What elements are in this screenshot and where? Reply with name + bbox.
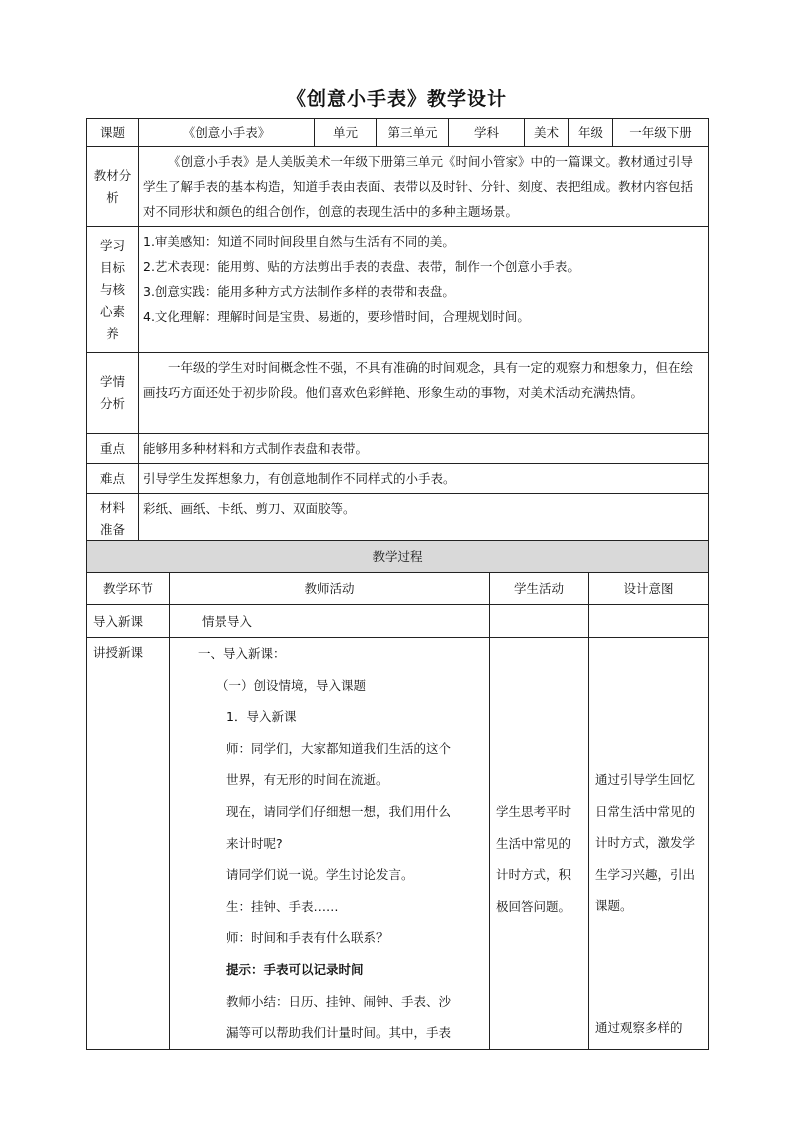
- key-point-row: [87, 434, 709, 464]
- difficulty-label: 难点: [87, 464, 139, 494]
- key-point-label: 重点: [87, 434, 139, 464]
- grade-value: 一年级下册: [613, 119, 709, 147]
- intro-intent: [589, 605, 709, 638]
- teacher-line: 提示：手表可以记录时间: [226, 961, 364, 977]
- column-header-row: [87, 573, 709, 605]
- unit-value: 第三单元: [377, 119, 449, 147]
- teacher-line: 一、导入新课：: [198, 646, 286, 661]
- analysis-text: 《创意小手表》是人美版美术一年级下册第三单元《时间小管家》中的一篇课文。教材通过引导学生了解手表的基本构造，知道手表由表面、表带以及时针、分针、刻度、表把组成。教材内容包括对不同形状和颜色的组合创作，创意的表现生活中的多种主题场景。: [139, 147, 709, 227]
- teacher-line: 漏等可以帮助我们计量时间。其中，手表: [226, 1025, 452, 1041]
- unit-label: 单元: [315, 119, 377, 147]
- materials-text: 彩纸、画纸、卡纸、剪刀、双面胶等。: [139, 494, 709, 544]
- teacher-line: 师：同学们，大家都知道我们生活的这个: [226, 740, 452, 756]
- lesson-info-table: [86, 118, 709, 544]
- students-text: 一年级的学生对时间概念性不强，不具有准确的时间观念，具有一定的观察力和想象力，但在绘画技巧方面还处于初步阶段。他们喜欢色彩鲜艳、形象生动的事物，对美术活动充满热情。: [139, 353, 709, 434]
- difficulty-text: 引导学生发挥想象力，有创意地制作不同样式的小手表。: [139, 464, 709, 494]
- info-row: [87, 119, 709, 147]
- subject-value: 美术: [525, 119, 569, 147]
- col-student: 学生活动: [490, 573, 589, 605]
- objective-item: 4.文化理解：理解时间是宝贵、易逝的，要珍惜时间，合理规划时间。: [143, 309, 530, 324]
- intent-text: 通过引导学生回忆日常生活中常见的计时方式，激发学生学习兴趣，引出课题。: [595, 772, 696, 914]
- intro-row: [87, 605, 709, 638]
- teacher-line: 来计时呢?: [226, 835, 283, 851]
- process-header-row: [87, 541, 709, 573]
- teacher-line: （一）创设情境，导入课题: [216, 677, 367, 693]
- lecture-teacher: [170, 638, 490, 1050]
- objectives-label: 学习目标与核心素养: [87, 227, 139, 353]
- teaching-process-table: [86, 540, 709, 1050]
- students-row: [87, 353, 709, 434]
- intro-teacher: 情景导入: [170, 605, 490, 638]
- lecture-row: [87, 638, 709, 1050]
- intent-text-2: 通过观察多样的: [595, 1020, 683, 1035]
- col-intent: 设计意图: [589, 573, 709, 605]
- teacher-line: 教师小结：日历、挂钟、闹钟、手表、沙: [226, 993, 452, 1009]
- teacher-line: 现在，请同学们仔细想一想，我们用什么: [226, 803, 452, 819]
- col-stage: 教学环节: [87, 573, 170, 605]
- key-point-text: 能够用多种材料和方式制作表盘和表带。: [139, 434, 709, 464]
- teacher-line: 1．导入新课: [226, 709, 297, 725]
- objectives-row: [87, 227, 709, 353]
- analysis-label: 教材分析: [87, 147, 139, 227]
- page-title: 《创意小手表》教学设计: [286, 88, 507, 110]
- materials-label: 材料准备: [87, 494, 139, 544]
- teacher-line: 请同学们说一说。学生讨论发言。: [226, 867, 414, 883]
- process-header: 教学过程: [87, 541, 709, 573]
- students-label: 学情分析: [87, 353, 139, 434]
- lecture-student: 学生思考平时生活中常见的计时方式，积极回答问题。: [490, 638, 589, 1050]
- lesson-value: 《创意小手表》: [139, 119, 315, 147]
- materials-row: [87, 494, 709, 544]
- analysis-row: [87, 147, 709, 227]
- teacher-line: 师：时间和手表有什么联系？: [226, 930, 389, 946]
- lesson-label: 课题: [87, 119, 139, 147]
- grade-label: 年级: [569, 119, 613, 147]
- objective-item: 1.审美感知：知道不同时间段里自然与生活有不同的美。: [143, 234, 455, 249]
- objective-item: 2.艺术表现：能用剪、贴的方法剪出手表的表盘、表带，制作一个创意小手表。: [143, 259, 580, 274]
- intro-stage: 导入新课: [87, 605, 170, 638]
- lecture-stage: 讲授新课: [87, 638, 170, 1050]
- difficulty-row: [87, 464, 709, 494]
- intro-student: [490, 605, 589, 638]
- lecture-intent: [589, 638, 709, 1050]
- teacher-line: 生：挂钟、手表……: [226, 898, 339, 914]
- subject-label: 学科: [449, 119, 525, 147]
- teacher-line: 世界，有无形的时间在流逝。: [226, 772, 389, 788]
- objectives-list: [139, 227, 709, 353]
- col-teacher: 教师活动: [170, 573, 490, 605]
- objective-item: 3.创意实践：能用多种方式方法制作多样的表带和表盘。: [143, 284, 455, 299]
